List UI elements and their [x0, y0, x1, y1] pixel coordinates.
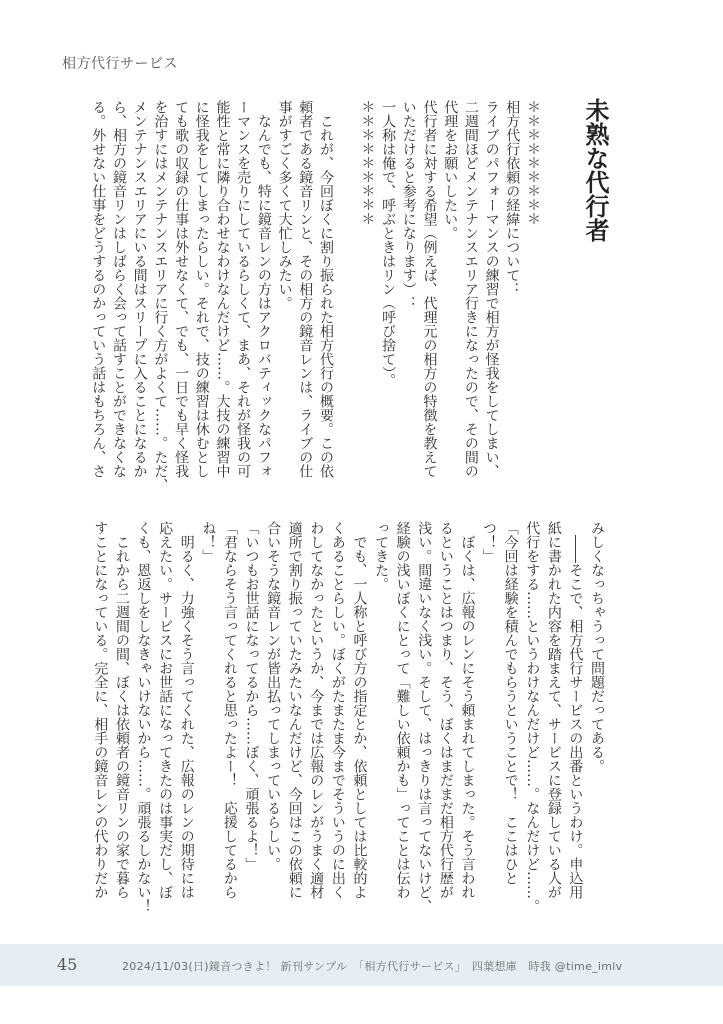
body-text-line: 「今回は経験を積んでもらうということで！ ここはひと	[502, 521, 519, 885]
body-text-line: これが、今回ぼくに割り振られた相方代行の概要。この依	[317, 100, 334, 478]
body-text-line: 「君ならそう言ってくれると思ったよー！ 応援してるから	[221, 521, 238, 899]
body-text-line: に怪我をしてしまったらしい。それで、技の練習は休むとし	[193, 100, 210, 478]
request-form-line: ライブのパフォーマンスの練習で相方が怪我をしてしまい、	[483, 100, 500, 478]
body-text-line: 「いつもお世話になってるから……ぼく、頑張るよ！」	[243, 521, 260, 871]
body-text-line: ても歌の収録の仕事は外せなくて、でも、一日でも早く怪我	[173, 100, 190, 478]
request-form-line: 代理をお願いしたい。	[442, 100, 459, 240]
body-text-line: ってきた。	[373, 521, 390, 591]
body-text-line: 事がすごく多くて大忙しみたい。	[276, 100, 293, 310]
body-text-line: 浅い。間違いなく浅い。そして、はっきりは言ってないけど、	[416, 521, 433, 913]
body-text-line: 明るく、力強くそう言ってくれた、広報のレンの期待には	[178, 521, 195, 899]
body-text-line: 経験の浅いぼくにとって「難しい依頼かも」ってことは伝わ	[394, 521, 411, 899]
body-text-line: ね！」	[200, 521, 217, 563]
body-text-line: くも、恩返しをしなきゃいけないから……。頑張るしかない！	[135, 521, 152, 913]
body-text-line: メンテナンスエリアにいる間はスリープに入ることになるか	[131, 100, 148, 478]
body-text-line: わしてなかったというか、今までは広報のレンがうまく適材	[308, 521, 325, 899]
body-text-line: 応えたい。サービスにお世話になってきたのは事実だし、ぼ	[157, 521, 174, 899]
bottom-text-block	[89, 521, 607, 916]
body-text-line: みしくなっちゃうって問題だってある。	[589, 521, 605, 773]
request-form-line: 相方代行依頼の経緯について：	[504, 100, 521, 296]
body-text-line: 適所で割り振っていたみたいなんだけど、今回はこの依頼に	[286, 521, 303, 899]
body-text-line: なんでも、特に鏡音レンの方はアクロバティックなパフォ	[255, 100, 272, 478]
chapter-title: 未熟な代行者	[581, 98, 609, 242]
body-text-line: すことになっている。完全に、相手の鏡音レンの代わりだか	[92, 521, 109, 899]
footer-bar	[0, 944, 723, 986]
request-form-line: いただけると参考になります）：	[400, 100, 417, 310]
request-form-line: 代行者に対する希望（例えば、代理元の相方の特徴を教えて	[421, 100, 438, 478]
request-form-line: 一人称は俺で、呼ぶときはリン（呼び捨て）。	[380, 100, 397, 387]
body-text-line: ――そこで、相方代行サービスの出番というわけ。申込用	[567, 521, 584, 899]
request-form-line: ＊＊＊＊＊＊＊＊＊	[359, 100, 376, 226]
body-text-line: る。外せない仕事をどうするのかっていう話はもちろん、さ	[90, 100, 107, 478]
body-text-line: るということはつまり、そう、ぼくはまだまだ相方代行歴が	[437, 521, 454, 899]
body-text-line: 合いそうな鏡音レンが皆出払ってしまっているらしい。	[265, 521, 282, 871]
body-text-line: を治すにはメンテナンスエリアに行く方がよくて……。ただ、	[152, 100, 169, 492]
body-text-line: ぼくは、広報のレンにそう頼まれてしまった。そう言われ	[459, 521, 476, 899]
body-text-line: 能性と常に隣り合わせなわけなんだけど……。大技の練習中	[214, 100, 231, 478]
section-gap	[336, 100, 357, 495]
body-text-line: つ！」	[481, 521, 498, 563]
body-text-line: でも、一人称と呼び方の指定とか、依頼としては比較的よ	[351, 521, 368, 899]
page-number: 45	[57, 955, 78, 974]
footer-colophon: 2024/11/03(日)鏡音つきよ！ 新刊サンプル 「相方代行サービス」 四葉想庫 時我 @time_imlv	[122, 960, 623, 973]
body-text-line: ら、相方の鏡音リンはしばらく会って話すことができなくな	[110, 100, 127, 478]
body-text-line: くあることらしい。ぼくがたまたま今までそういうのに出く	[329, 521, 346, 899]
body-text-line: これから二週間の間、ぼくは依頼者の鏡音リンの家で暮ら	[113, 521, 130, 899]
body-text-line: ーマンスを売りにしているらしくて、まあ、それが怪我の可	[235, 100, 252, 478]
body-text-line: 紙に書かれた内容を踏まえて、サービスに登録している人が	[545, 521, 562, 899]
body-text-line: 代行をする……というわけなんだけど……。なんだけど……。	[524, 521, 541, 913]
running-head: 相方代行サービス	[62, 56, 178, 72]
body-text-line: 頼者である鏡音リンと、その相方の鏡音レンは、ライブの仕	[297, 100, 314, 478]
request-form-line: ＊＊＊＊＊＊＊＊＊	[525, 100, 541, 226]
request-form-line: 二週間ほどメンテナンスエリア行きになったので、その間の	[462, 100, 479, 478]
top-text-block	[88, 100, 543, 495]
